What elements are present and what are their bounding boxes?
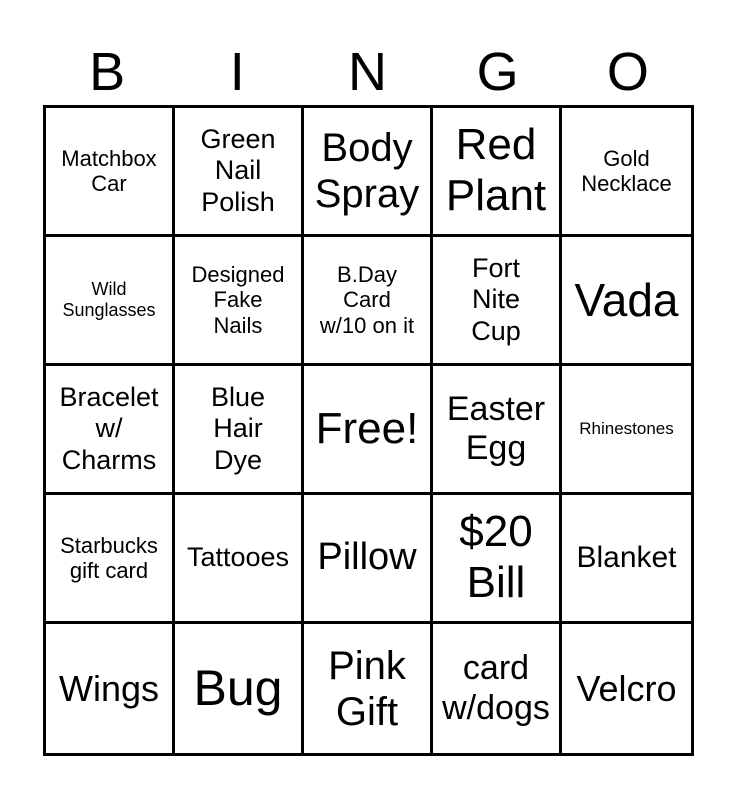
bingo-cell-label: Blanket	[576, 540, 677, 574]
bingo-cell-r1-c2[interactable]	[175, 108, 304, 237]
bingo-cell-r4-c1[interactable]	[46, 495, 175, 624]
bingo-cell-r3-c5[interactable]	[562, 366, 691, 495]
bingo-cell-r3-c2[interactable]	[175, 366, 304, 495]
bingo-cell-r1-c4[interactable]	[433, 108, 562, 237]
bingo-cell-r4-c2[interactable]	[175, 495, 304, 624]
bingo-cell-label: Bracelet w/ Charms	[59, 382, 159, 475]
bingo-cell-label: Free!	[315, 403, 419, 453]
bingo-cell-label: Gold Necklace	[581, 145, 672, 196]
bingo-cell-label: B.Day Card w/10 on it	[319, 262, 415, 338]
bingo-cell-label: Easter Egg	[446, 389, 546, 467]
bingo-cell-r3-c3[interactable]	[304, 366, 433, 495]
bingo-cell-r5-c1[interactable]	[46, 624, 175, 753]
bingo-cell-r2-c3[interactable]	[304, 237, 433, 366]
header-letter-b: B	[89, 42, 128, 102]
bingo-cell-label: Red Plant	[445, 120, 547, 220]
bingo-cell-r3-c1[interactable]	[46, 366, 175, 495]
header-letter-o: O	[606, 42, 651, 102]
bingo-cell-label: Fort Nite Cup	[471, 253, 521, 346]
header-letter-i: I	[229, 42, 247, 102]
bingo-cell-label: Designed Fake Nails	[191, 262, 285, 338]
bingo-cell-r4-c3[interactable]	[304, 495, 433, 624]
bingo-cell-r5-c2[interactable]	[175, 624, 304, 753]
bingo-cell-r2-c4[interactable]	[433, 237, 562, 366]
bingo-cell-label: Wild Sunglasses	[62, 279, 156, 320]
bingo-cell-r1-c5[interactable]	[562, 108, 691, 237]
bingo-cell-r2-c1[interactable]	[46, 237, 175, 366]
bingo-cell-r5-c3[interactable]	[304, 624, 433, 753]
bingo-board	[43, 105, 694, 756]
bingo-cell-label: Wings	[58, 667, 160, 709]
bingo-cell-label: Velcro	[576, 667, 677, 709]
bingo-cell-label: Blue Hair Dye	[210, 382, 266, 475]
bingo-cell-r4-c5[interactable]	[562, 495, 691, 624]
bingo-cell-r3-c4[interactable]	[433, 366, 562, 495]
bingo-cell-label: card w/dogs	[442, 649, 550, 727]
bingo-header	[43, 36, 694, 108]
bingo-cell-r4-c4[interactable]	[433, 495, 562, 624]
bingo-cell-label: Pillow	[317, 536, 417, 579]
bingo-cell-label: Bug	[193, 659, 283, 716]
bingo-cell-r2-c5[interactable]	[562, 237, 691, 366]
bingo-cell-label: Starbucks gift card	[60, 532, 158, 583]
header-letter-n: N	[347, 42, 389, 102]
bingo-cell-r2-c2[interactable]	[175, 237, 304, 366]
header-letter-g: G	[476, 42, 521, 102]
bingo-cell-r5-c5[interactable]	[562, 624, 691, 753]
bingo-cell-label: Pink Gift	[328, 643, 406, 734]
bingo-cell-r1-c3[interactable]	[304, 108, 433, 237]
bingo-cell-r1-c1[interactable]	[46, 108, 175, 237]
bingo-cell-label: Body Spray	[314, 126, 420, 216]
bingo-cell-label: Tattooes	[186, 542, 290, 573]
bingo-cell-label: Vada	[574, 273, 679, 326]
bingo-cell-label: Green Nail Polish	[200, 124, 276, 217]
bingo-cell-label: Matchbox Car	[61, 145, 157, 196]
bingo-cell-label: Rhinestones	[579, 419, 674, 439]
bingo-cell-r5-c4[interactable]	[433, 624, 562, 753]
bingo-cell-label: $20 Bill	[459, 507, 533, 607]
